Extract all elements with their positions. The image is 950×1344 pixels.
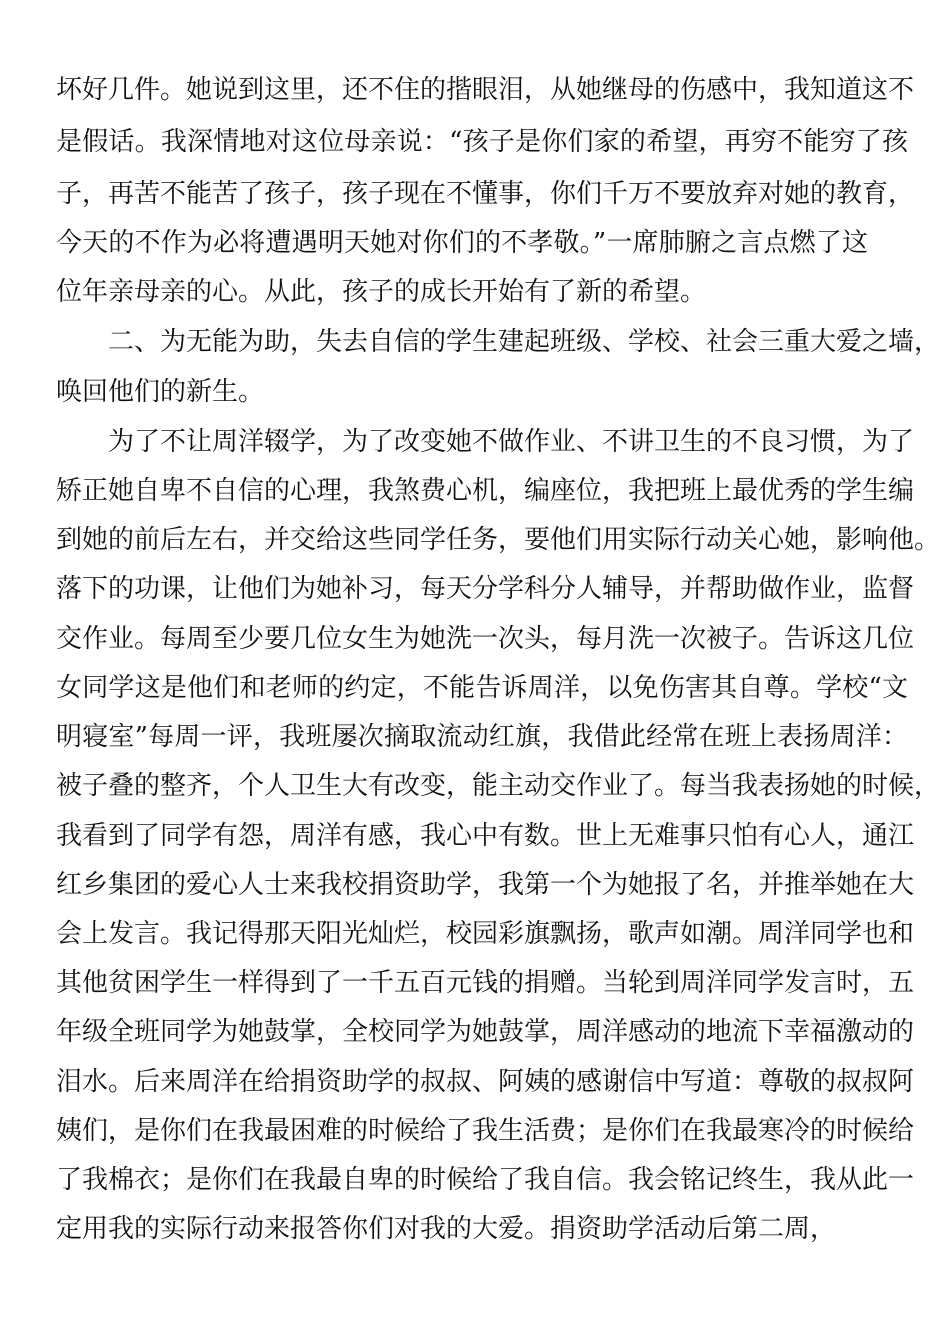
text-line: 年级全班同学为她鼓掌，全校同学为她鼓掌，周洋感动的地流下幸福激动的	[56, 1017, 915, 1047]
text-line: 明寝室”每周一评，我班屡次摘取流动红旗，我借此经常在班上表扬周洋：	[56, 722, 908, 752]
text-line: 交作业。每周至少要几位女生为她洗一次头，每月洗一次被子。告诉这几位	[56, 624, 915, 654]
text-line: 子，再苦不能苦了孩子，孩子现在不懂事，你们千万不要放弃对她的教育，	[56, 179, 915, 209]
text-line: 红乡集团的爱心人士来我校捐资助学，我第一个为她报了名，并推举她在大	[56, 870, 915, 900]
text-line: 为了不让周洋辍学，为了改变她不做作业、不讲卫生的不良习惯，为了	[108, 427, 915, 457]
text-line: 泪水。后来周洋在给捐资助学的叔叔、阿姨的感谢信中写道：尊敬的叔叔阿	[56, 1067, 915, 1097]
text-line: 女同学这是他们和老师的约定，不能告诉周洋，以免伤害其自尊。学校“文	[56, 673, 908, 703]
text-line: 定用我的实际行动来报答你们对我的大爱。捐资助学活动后第二周，	[56, 1214, 837, 1244]
section-heading: 二、为无能为助，失去自信的学生建起班级、学校、社会三重大爱之墙，	[108, 327, 941, 357]
text-line: 矫正她自卑不自信的心理，我煞费心机，编座位，我把班上最优秀的学生编	[56, 476, 915, 506]
text-line: 坏好几件。她说到这里，还不住的揩眼泪，从她继母的伤感中，我知道这不	[56, 75, 915, 105]
text-line: 落下的功课，让他们为她补习，每天分学科分人辅导，并帮助做作业，监督	[56, 574, 915, 604]
text-line: 位年亲母亲的心。从此，孩子的成长开始有了新的希望。	[56, 277, 707, 307]
text-line: 了我棉衣；是你们在我最自卑的时候给了我自信。我会铭记终生，我从此一	[56, 1165, 915, 1195]
text-line: 我看到了同学有怨，周洋有感，我心中有数。世上无难事只怕有心人，通江	[56, 821, 915, 851]
text-line: 被子叠的整齐，个人卫生大有改变，能主动交作业了。每当我表扬她的时候，	[56, 771, 941, 801]
section-heading-continued: 唤回他们的新生。	[56, 377, 265, 407]
text-line: 其他贫困学生一样得到了一千五百元钱的捐赠。当轮到周洋同学发言时，五	[56, 968, 915, 998]
text-line: 是假话。我深情地对这位母亲说：“孩子是你们家的希望，再穷不能穷了孩	[56, 127, 908, 157]
text-line: 今天的不作为必将遭遇明天她对你们的不孝敬。”一席肺腑之言点燃了这	[56, 228, 868, 258]
text-line: 姨们，是你们在我最困难的时候给了我生活费；是你们在我最寒冷的时候给	[56, 1116, 915, 1146]
text-line: 到她的前后左右，并交给这些同学任务，要他们用实际行动关心她，影响他。	[56, 525, 941, 555]
text-line: 会上发言。我记得那天阳光灿烂，校园彩旗飘扬，歌声如潮。周洋同学也和	[56, 919, 915, 949]
